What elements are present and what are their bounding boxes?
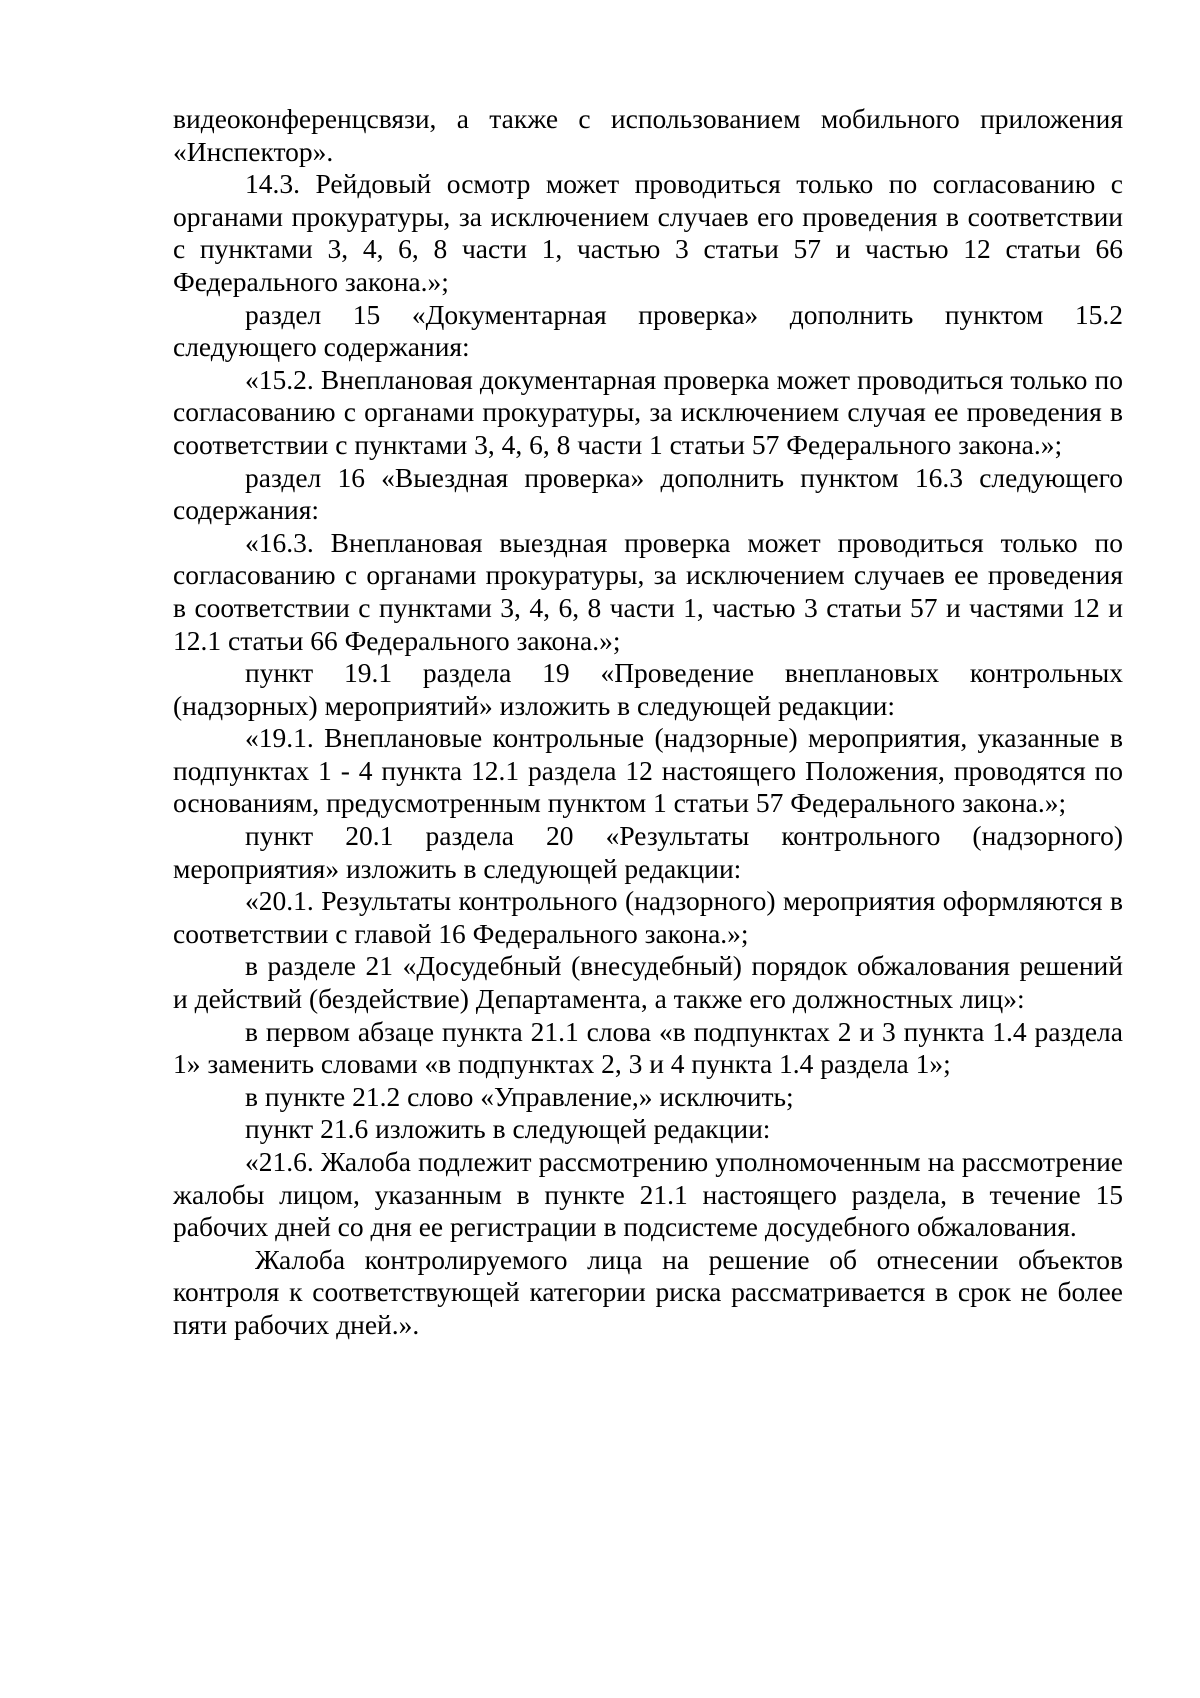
paragraph-21-6: «21.6. Жалоба подлежит рассмотрению уполномоченным на рассмотрение жалобы лицом, указанным в пункте 21.1 настоящего раздела, в течение 15 рабочих дней со дня ее регистрации в подсистеме досудебного обжалования. [173, 1146, 1123, 1243]
paragraph-section-15: раздел 15 «Документарная проверка» дополнить пунктом 15.2 следующего содержания: [173, 298, 1123, 363]
paragraph-continuation: видеоконференцсвязи, а также с использованием мобильного приложения «Инспектор». [173, 103, 1123, 167]
paragraph-16-3: «16.3. Внеплановая выездная проверка может проводиться только по согласованию с органами прокуратуры, за исключением случаев ее проведения в соответствии с пунктами 3, 4, 6, 8 части 1, частью 3 статьи 57 и частями 12 и 12.1 статьи 66 Федерального закона.»; [173, 526, 1123, 656]
paragraph-item-19-1: пункт 19.1 раздела 19 «Проведение внеплановых контрольных (надзорных) мероприятий» изложить в следующей редакции: [173, 657, 1123, 721]
paragraph-15-2: «15.2. Внеплановая документарная проверка может проводиться только по согласованию с органами прокуратуры, за исключением случая ее проведения в соответствии с пунктами 3, 4, 6, 8 части 1 статьи 57 Федерального закона.»; [173, 363, 1123, 460]
paragraph-19-1: «19.1. Внеплановые контрольные (надзорные) мероприятия, указанные в подпунктах 1 - 4 пункта 12.1 раздела 12 настоящего Положения, проводятся по основаниям, предусмотренным пунктом 1 статьи 57 Федерального закона.»; [173, 722, 1123, 819]
paragraph-section-16: раздел 16 «Выездная проверка» дополнить пунктом 16.3 следующего содержания: [173, 461, 1123, 526]
paragraph-14-3: 14.3. Рейдовый осмотр может проводиться только по согласованию с органами прокуратуры, за исключением случаев его проведения в соответствии с пунктами 3, 4, 6, 8 части 1, частью 3 статьи 57 и частью 12 статьи 66 Федерального закона.»; [173, 168, 1123, 297]
paragraph-complaint-risk: Жалоба контролируемого лица на решение об отнесении объектов контроля к соответствующей категории риска рассматривается в срок не более пяти рабочих дней.». [173, 1243, 1123, 1340]
paragraph-21-2-edit: в пункте 21.2 слово «Управление,» исключить; [245, 1080, 794, 1112]
paragraph-21-1-edit: в первом абзаце пункта 21.1 слова «в подпунктах 2 и 3 пункта 1.4 раздела 1» заменить словами «в подпунктах 2, 3 и 4 пункта 1.4 раздела 1»; [173, 1015, 1123, 1080]
paragraph-20-1: «20.1. Результаты контрольного (надзорного) мероприятия оформляются в соответствии с главой 16 Федерального закона.»; [173, 885, 1123, 949]
paragraph-section-21: в разделе 21 «Досудебный (внесудебный) порядок обжалования решений и действий (бездействие) Департамента, а также его должностных лиц»: [173, 950, 1123, 1015]
document-page [173, 103, 1123, 1342]
paragraph-item-21-6: пункт 21.6 изложить в следующей редакции: [245, 1113, 771, 1145]
paragraph-item-20-1: пункт 20.1 раздела 20 «Результаты контрольного (надзорного) мероприятия» изложить в следующей редакции: [173, 820, 1123, 884]
